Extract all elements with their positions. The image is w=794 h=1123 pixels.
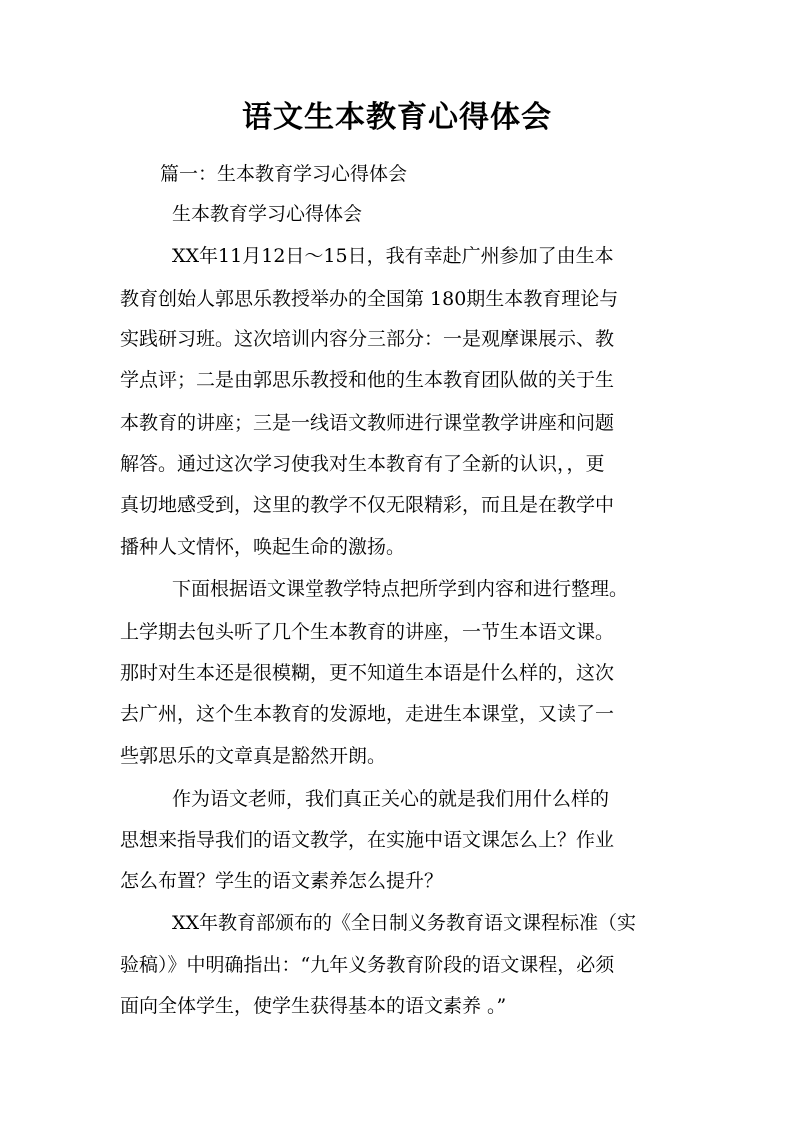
- paragraph-2-line-5: 些郭思乐的文章真是豁然开朗。: [120, 745, 387, 767]
- paragraph-1-line-7: 真切地感受到，这里的教学不仅无限精彩，而且是在教学中: [120, 494, 615, 516]
- paragraph-1-line-2: 教育创始人郭思乐教授举办的全国第 180期生本教育理论与: [120, 288, 619, 310]
- paragraph-4-line-1: XX年教育部颁布的《全日制义务教育语文课程标准（实: [172, 912, 637, 934]
- paragraph-3-line-2: 思想来指导我们的语文教学，在实施中语文课怎么上？作业: [120, 829, 615, 851]
- document-title: 语文生本教育心得体会: [242, 100, 552, 135]
- paragraph-4-line-2: 验稿）》中明确指出：“九年义务教育阶段的语文课程，必须: [120, 954, 615, 976]
- sub-heading: 生本教育学习心得体会: [172, 203, 363, 225]
- paragraph-3-line-3: 怎么布置？学生的语文素养怎么提升？: [120, 870, 444, 892]
- paragraph-3-line-1: 作为语文老师，我们真正关心的就是我们用什么样的: [172, 788, 610, 810]
- paragraph-2-line-3: 那时对生本还是很模糊，更不知道生本语是什么样的，这次: [120, 662, 615, 684]
- paragraph-1-line-6: 解答。通过这次学习使我对生本教育有了全新的认识，，更: [120, 453, 605, 475]
- paragraph-4-line-3: 面向全体学生，使学生获得基本的语文素养 。”: [120, 995, 507, 1017]
- paragraph-1-line-4: 学点评；二是由郭思乐教授和他的生本教育团队做的关于生: [120, 369, 615, 391]
- paragraph-2-line-2: 上学期去包头听了几个生本教育的讲座，一节生本语文课。: [120, 621, 615, 643]
- paragraph-2-line-4: 去广州，这个生本教育的发源地，走进生本课堂，又读了一: [120, 703, 615, 725]
- paragraph-1-line-5: 本教育的讲座；三是一线语文教师进行课堂教学讲座和问题: [120, 412, 615, 434]
- paragraph-1-line-8: 播种人文情怀，唤起生命的激扬。: [120, 536, 406, 558]
- paragraph-2-line-1: 下面根据语文课堂教学特点把所学到内容和进行整理。: [172, 578, 629, 600]
- paragraph-1-line-3: 实践研习班。这次培训内容分三部分：一是观摩课展示、教: [120, 328, 615, 350]
- section-heading: 篇一：生本教育学习心得体会: [160, 163, 408, 185]
- paragraph-1-line-1: XX年11月12日～15日，我有幸赴广州参加了由生本: [172, 245, 614, 267]
